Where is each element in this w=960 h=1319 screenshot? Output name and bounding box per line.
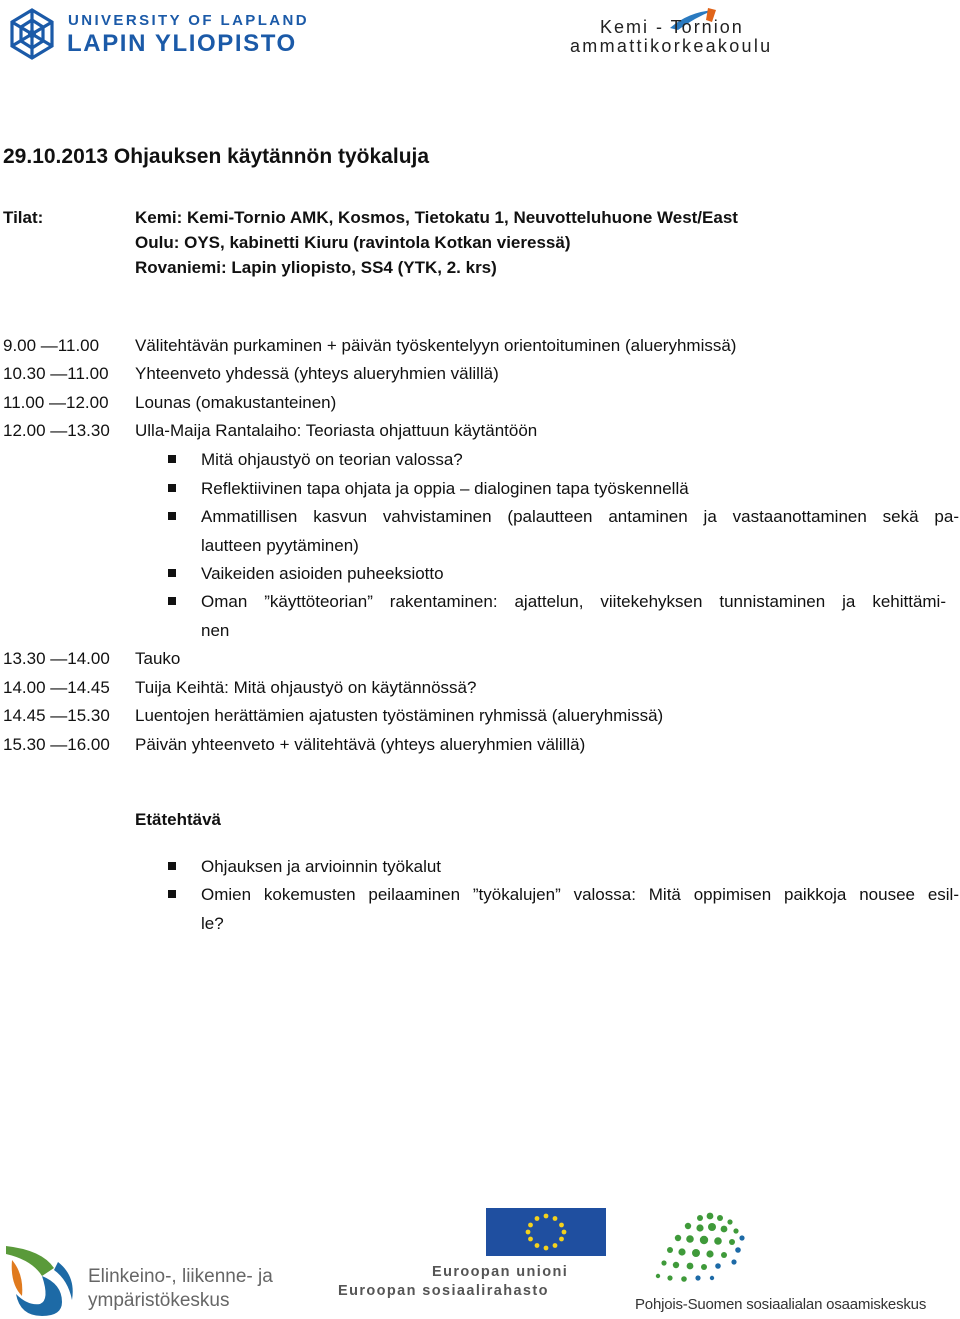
schedule-time: 14.00 —14.45: [3, 678, 110, 697]
ely-name-line2: ympäristökeskus: [88, 1290, 230, 1311]
schedule-item: Lounas (omakustanteinen): [135, 393, 337, 412]
schedule-time: 15.30 —16.00: [3, 735, 110, 754]
bullet-icon: [168, 455, 176, 463]
schedule-item: Välitehtävän purkaminen + päivän työskentelyyn orientoituminen (alueryhmissä): [135, 336, 737, 355]
bullet-icon: [168, 597, 176, 605]
session-bullet-continuation: lautteen pyytäminen): [201, 536, 359, 555]
tilat-line-kemi: Kemi: Kemi-Tornio AMK, Kosmos, Tietokatu 1, Neuvotteluhuone West/East: [135, 208, 738, 227]
pohjois-suomi-name: Pohjois-Suomen sosiaalialan osaamiskeskus: [635, 1296, 927, 1313]
page-title: 29.10.2013 Ohjauksen käytännön työkaluja: [3, 145, 430, 168]
kemi-tornio-logo: [568, 8, 848, 58]
schedule-time: 11.00 —12.00: [3, 393, 109, 412]
eu-stars-icon: [486, 1208, 606, 1256]
session-bullet: Reflektiivinen tapa ohjata ja oppia – dialoginen tapa työskennellä: [201, 479, 689, 498]
kt-name-line2: ammattikorkeakoulu: [570, 36, 773, 56]
bullet-icon: [168, 512, 176, 520]
etatehtava-bullet: Omien kokemusten peilaaminen ”työkalujen” valossa: Mitä oppimisen paikkoja nousee esil-: [201, 885, 959, 904]
tilat-line-rovaniemi: Rovaniemi: Lapin yliopisto, SS4 (YTK, 2. krs): [135, 258, 497, 277]
snowflake-icon: [4, 6, 60, 62]
bullet-icon: [168, 862, 176, 870]
session-bullet-continuation: nen: [201, 621, 230, 640]
schedule-item: Luentojen herättämien ajatusten työstäminen ryhmissä (alueryhmissä): [135, 706, 664, 725]
tilat-label: Tilat:: [3, 208, 44, 227]
bullet-icon: [168, 484, 176, 492]
ulapland-name-en: UNIVERSITY OF LAPLAND: [68, 12, 309, 29]
ulapland-name-fi: LAPIN YLIOPISTO: [67, 30, 297, 57]
schedule-time: 13.30 —14.00: [3, 649, 110, 668]
schedule-item: Tauko: [135, 649, 181, 668]
ely-name-line1: Elinkeino-, liikenne- ja: [88, 1266, 273, 1287]
bullet-icon: [168, 890, 176, 898]
schedule-item: Ulla-Maija Rantalaiho: Teoriasta ohjattuun käytäntöön: [135, 421, 538, 440]
ely-keskus-logo: [0, 1236, 300, 1319]
session-bullet: Mitä ohjaustyö on teorian valossa?: [201, 450, 463, 469]
etatehtava-bullet-continuation: le?: [201, 914, 224, 933]
session-bullet: Oman ”käyttöteorian” rakentaminen: ajattelun, viitekehyksen tunnistaminen ja kehittämi-: [201, 592, 946, 611]
schedule-time: 10.30 —11.00: [3, 364, 109, 383]
schedule-item: Tuija Keihtä: Mitä ohjaustyö on käytännössä?: [135, 678, 477, 697]
kt-name-line1: Kemi - Tornion: [600, 17, 744, 37]
session-bullet: Ammatillisen kasvun vahvistaminen (palautteen antaminen ja vastaanottaminen sekä pa-: [201, 507, 959, 526]
schedule-item: Päivän yhteenveto + välitehtävä (yhteys alueryhmien välillä): [135, 735, 586, 754]
etatehtava-bullet: Ohjauksen ja arvioinnin työkalut: [201, 857, 442, 876]
schedule-time: 9.00 —11.00: [3, 336, 100, 355]
bullet-icon: [168, 569, 176, 577]
eu-name-line2: Euroopan sosiaalirahasto: [338, 1283, 549, 1299]
schedule-item: Yhteenveto yhdessä (yhteys alueryhmien välillä): [135, 364, 499, 383]
university-of-lapland-logo: [4, 6, 309, 62]
pohjois-suomi-dots-icon: [648, 1212, 758, 1292]
session-bullet: Vaikeiden asioiden puheeksiotto: [201, 564, 444, 583]
etatehtava-heading: Etätehtävä: [135, 810, 221, 829]
tilat-line-oulu: Oulu: OYS, kabinetti Kiuru (ravintola Kotkan vieressä): [135, 233, 571, 252]
schedule-time: 14.45 —15.30: [3, 706, 110, 725]
eu-flag-icon: [486, 1208, 606, 1256]
ely-emblem-icon: [2, 1240, 82, 1318]
eu-name-line1: Euroopan unioni: [432, 1264, 569, 1280]
schedule-time: 12.00 —13.30: [3, 421, 110, 440]
